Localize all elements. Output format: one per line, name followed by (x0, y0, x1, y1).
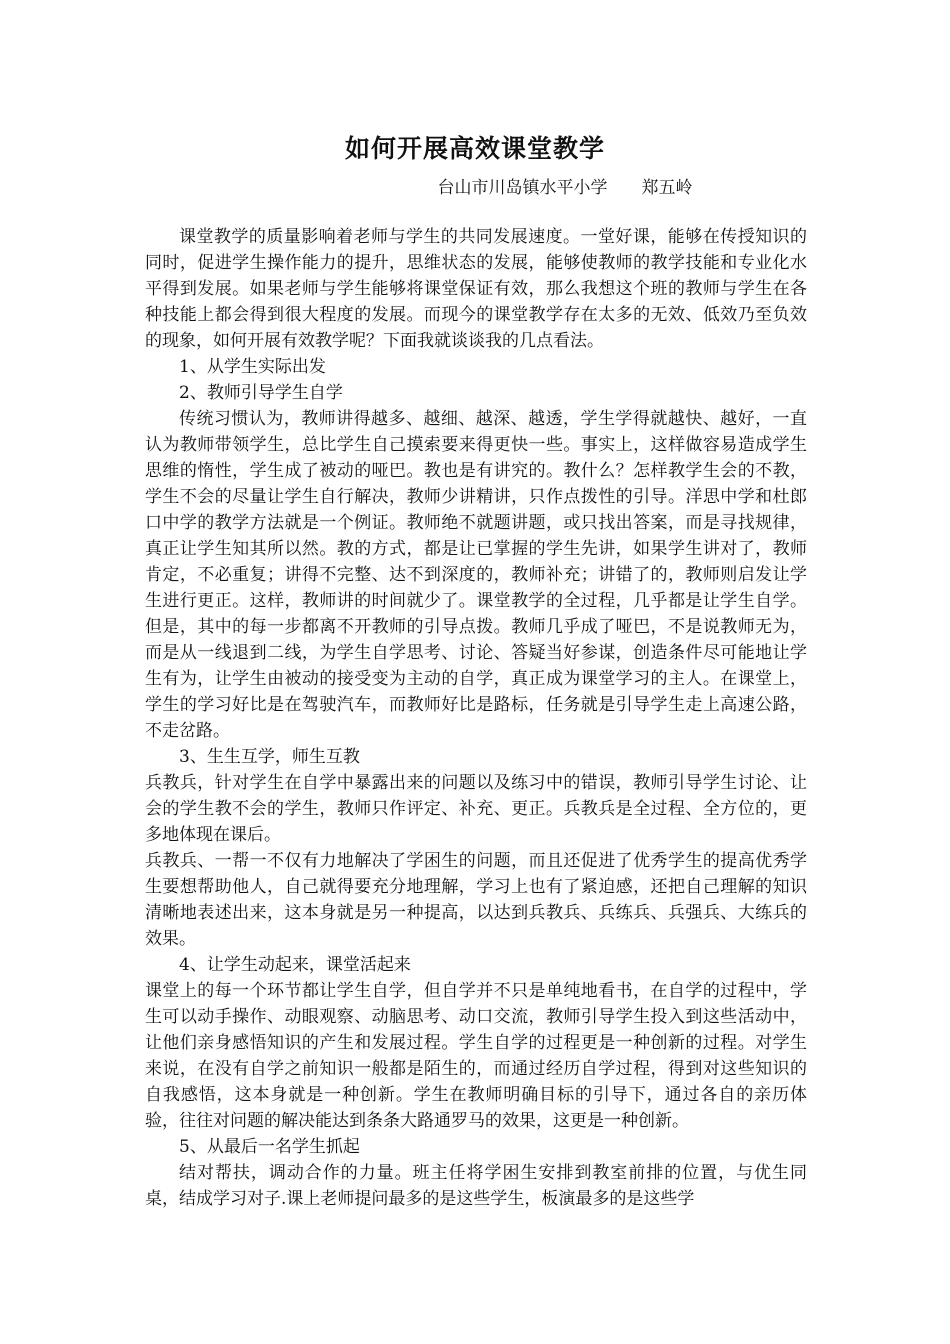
section-5-paragraph: 结对帮扶，调动合作的力量。班主任将学困生安排到教室前排的位置，与优生同桌，结成学习对子.课上老师提问最多的是这些学生，板演最多的是这些学 (145, 1163, 807, 1209)
document-body (145, 224, 807, 1212)
section-2-paragraph: 传统习惯认为，教师讲得越多、越细、越深、越透，学生学得就越快、越好，一直认为教师带领学生，总比学生自己摸索要来得更快一些。事实上，这样做容易造成学生思维的惰性，学生成了被动的哑巴。教也是有讲究的。教什么？怎样教学生会的不教，学生不会的尽量让学生自行解决，教师少讲精讲，只作点拨性的引导。洋思中学和杜郎口中学的教学方法就是一个例证。教师绝不就题讲题，或只找出答案，而是寻找规律，真正让学生知其所以然。教的方式，都是让已掌握的学生先讲，如果学生讲对了，教师肯定，不必重复；讲得不完整、达不到深度的，教师补充；讲错了的，教师则启发让学生进行更正。这样，教师讲的时间就少了。课堂教学的全过程，几乎都是让学生自学。但是，其中的每一步都离不开教师的引导点拨。教师几乎成了哑巴，不是说教师无为，而是从一线退到二线，为学生自学思考、讨论、答疑当好参谋，创造条件尽可能地让学生有为，让学生由被动的接受变为主动的自学，真正成为课堂学习的主人。在课堂上，学生的学习好比是在驾驶汽车，而教师好比是路标，任务就是引导学生走上高速公路，不走岔路。 (145, 409, 807, 741)
section-3-paragraph-2: 兵教兵、一帮一不仅有力地解决了学困生的问题，而且还促进了优秀学生的提高优秀学生要想帮助他人，自己就得要充分地理解，学习上也有了紧迫感，还把自己理解的知识清晰地表述出来，这本身就是另一种提高，以达到兵教兵、兵练兵、兵强兵、大练兵的效果。 (145, 851, 807, 949)
section-heading-1: 1、从学生实际出发 (179, 357, 326, 377)
section-heading-3: 3、生生互学，师生互教 (179, 747, 360, 767)
author-name: 郑五岭 (641, 178, 693, 198)
document-title: 如何开展高效课堂教学 (344, 134, 605, 163)
intro-paragraph: 课堂教学的质量影响着老师与学生的共同发展速度。一堂好课，能够在传授知识的同时，促进学生操作能力的提升，思维状态的发展，能够使教师的教学技能和专业化水平得到发展。如果老师与学生能够将课堂保证有效，那么我想这个班的教师与学生在各种技能上都会得到很大程度的发展。而现今的课堂教学存在太多的无效、低效乃至负效的现象，如何开展有效教学呢？下面我就谈谈我的几点看法。 (145, 227, 807, 351)
byline (0, 176, 950, 200)
section-heading-5: 5、从最后一名学生抓起 (179, 1137, 360, 1157)
author-school: 台山市川岛镇水平小学 (437, 178, 608, 198)
section-3-paragraph-1: 兵教兵，针对学生在自学中暴露出来的问题以及练习中的错误，教师引导学生讨论、让会的学生教不会的学生，教师只作评定、补充、更正。兵教兵是全过程、全方位的，更多地体现在课后。 (145, 773, 807, 845)
section-heading-2: 2、教师引导学生自学 (179, 383, 343, 403)
section-4-paragraph: 课堂上的每一个环节都让学生自学，但自学并不只是单纯地看书，在自学的过程中，学生可以动手操作、动眼观察、动脑思考、动口交流，教师引导学生投入到这些活动中，让他们亲身感悟知识的产生和发展过程。学生自学的过程更是一种创新的过程。对学生来说，在没有自学之前知识一般都是陌生的，而通过经历自学过程，得到对这些知识的自我感悟，这本身就是一种创新。学生在教师明确目标的引导下，通过各自的亲历体验，往往对问题的解决能达到条条大路通罗马的效果，这更是一种创新。 (145, 981, 807, 1131)
section-heading-4: 4、让学生动起来，课堂活起来 (179, 955, 411, 975)
